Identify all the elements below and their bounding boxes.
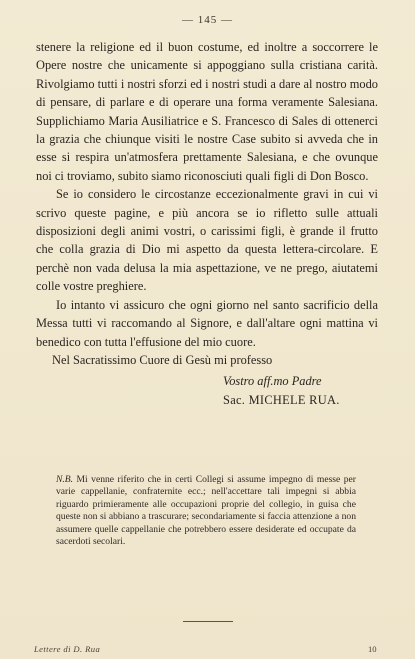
signature-mark: 10 [368,644,377,654]
page-number: — 145 — [182,14,233,26]
footnote [56,474,356,548]
paragraph-circumstances: Se io considero le circostanze eccezionalmente gravi in cui vi scrivo queste pagine, e più ancora se io rifletto sulle attuali disposizioni degli animi vostri, o carissimi figli, è grande il frutto che colla grazia di Dio mi aspetto da questa lettera-circolare. E perchè non vada delusa la mia aspettazione, ve ne prego, aiutatemi colle vostre preghiere. [36,187,378,294]
divider-line [183,621,233,622]
closing-line: Nel Sacratissimo Cuore di Gesù mi professo [52,352,273,367]
running-footer-title: Lettere di D. Rua [34,644,101,654]
letter-body [36,38,378,409]
paragraph-blessing: Io intanto vi assicuro che ogni giorno nel santo sacrificio della Messa tutti vi raccomando al Signore, e dall'altare ogni mattina vi benedico con tutta l'effusione del mio cuore. [36,297,378,349]
paragraph-continuation: stenere la religione ed il buon costume, ed inoltre a soccorrere le Opere nostre che unicamente si appoggiano sulla cristiana carità. Rivolgiamo tutti i nostri sforzi ed i nostri studi a dare al nostro modo di pensare, di parlare e di operare una forma veramente Salesiana. Supplichiamo Maria Ausiliatrice e S. Francesco di Sales di ottenerci la grazia che chiunque visiti le nostre Case subito si avveda che in esse si respira un'atmosfera prettamente Salesiana, e che ovunque noi ci troviamo, subito siamo riconosciuti quali figli di Don Bosco. [36,40,378,183]
footnote-label: N.B. [56,474,74,485]
signoff: Vostro aff.mo Padre [223,374,322,389]
footnote-text: Mi venne riferito che in certi Collegi si assume impegno di messe per varie cappellanie, confraternite ecc.; nell'accettare tali impegni si abbia riguardo primieramente alle occupazioni proprie del collegio, in guisa che queste non si abbiano a trascurare; secondariamente si faccia attenzione a non assumere quelle cappellanie che potrebbero essere desiderate ed occupate da sacerdoti secolari. [56,474,356,548]
signature: Sac. MICHELE RUA. [223,392,340,407]
